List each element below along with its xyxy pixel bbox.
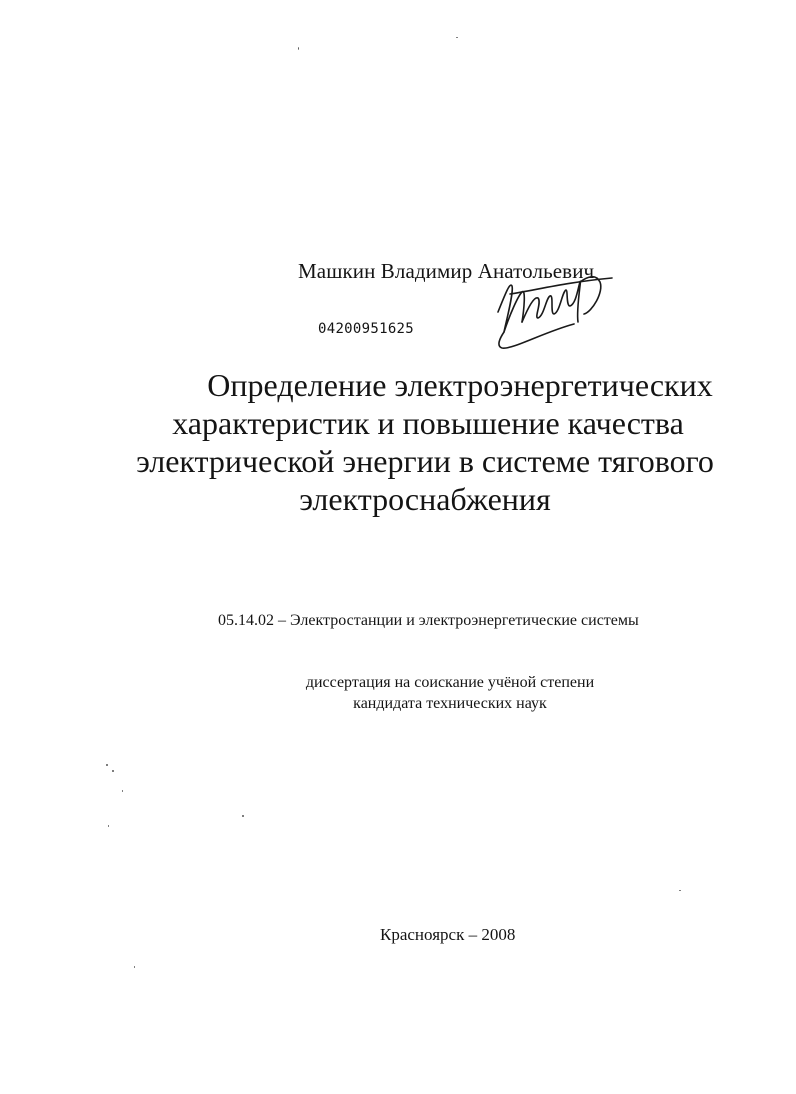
scan-speck	[112, 770, 114, 772]
handwritten-signature	[488, 252, 616, 354]
scan-speck	[679, 890, 681, 891]
degree-line: кандидата технических наук	[353, 695, 547, 712]
scan-speck	[122, 790, 123, 792]
registration-number: 04200951625	[318, 321, 415, 337]
scan-speck	[134, 966, 135, 968]
title-line: Определение электроэнергетических	[207, 367, 713, 403]
title-line: электрической энергии в системе тягового	[136, 443, 714, 479]
title-line: характеристик и повышение качества	[172, 405, 684, 441]
scan-speck	[242, 815, 244, 817]
scan-speck	[298, 47, 299, 50]
title-line: электроснабжения	[299, 481, 551, 517]
scan-speck	[456, 37, 458, 38]
city-and-year: Красноярск – 2008	[380, 925, 516, 944]
scan-speck	[106, 764, 108, 766]
scan-speck	[108, 825, 109, 827]
thesis-title	[100, 366, 750, 518]
author-name: Машкин Владимир Анатольевич	[298, 259, 595, 283]
degree-line: диссертация на соискание учёной степени	[305, 674, 595, 691]
degree-statement	[250, 672, 650, 714]
specialty-code: 05.14.02 – Электростанции и электроэнергетические системы	[218, 612, 639, 629]
